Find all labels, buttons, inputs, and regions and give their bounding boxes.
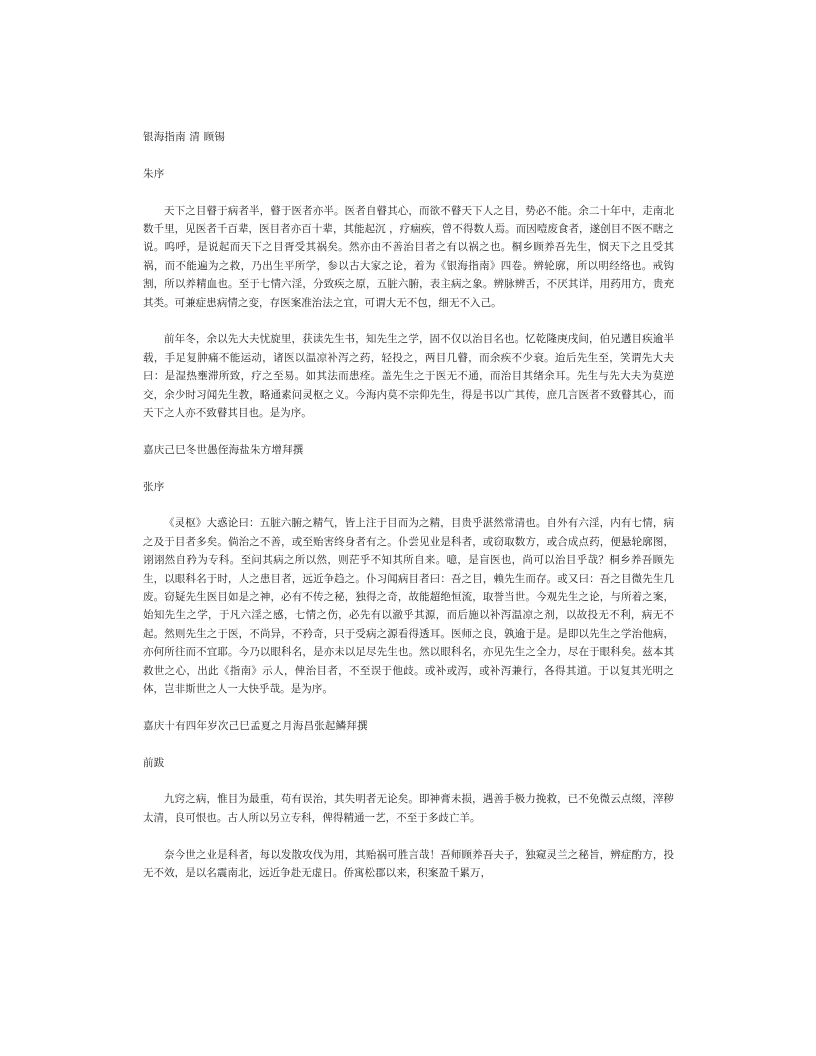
spacer: [143, 312, 674, 330]
signature-zhu-xu: 嘉庆己巳冬世愚侄海盐朱方增拜撰: [143, 443, 304, 456]
spacer: [143, 422, 674, 440]
document-title: 银海指南 清 顾锡: [143, 131, 225, 143]
paragraph: 奈今世之业是科者，每以发散攻伐为用，其贻祸可胜言哉！吾师顾养吾夫子，独窥灵兰之秘旨，辨症酌方，投无不效，是以名震南北，远近争赴无虚日。侨寓松郡以来，积案盈千累万，: [143, 848, 674, 880]
spacer: [143, 146, 674, 164]
section-heading-zhu-xu: 朱序: [143, 167, 165, 180]
spacer: [143, 699, 674, 717]
spacer: [143, 183, 674, 201]
paragraph: 天下之目瞽于病者半，瞽于医者亦半。医者自瞽其心，而欲不瞽天下人之目，势必不能。余二十年中，走南北数千里，见医者千百辈，医目者亦百十辈，其能起沉 ，疗痼疾，曾不得数人焉。而因噎废食者，遂创目不医不瞎之说。呜呼，是说起而天下之目胥受其祸矣。然亦由不善治目者之有以祸之也。桐乡顾养吾先生，悯天下之且受其祸，而不能遍为之救，乃出生平所学，参以古大家之论，着为《银海指南》四卷。辨轮廓，所以明经络也。戒钩割，所以养精血也。至于七情六淫，分致疾之原，五脏六腑，表主病之象。辨脉辨舌，不厌其详，用药用方，贵充其类。可兼症患病情之变，存医案准治法之宜，可谓大无不包，细无不入己。: [143, 204, 674, 309]
spacer: [143, 496, 674, 514]
spacer: [143, 735, 674, 753]
spacer: [143, 772, 674, 790]
paragraph: 九窍之病，惟目为最重，苟有误治，其失明者无论矣。即神膏未损，遇善手极力挽救，已不免微云点缀，滓秽太清，良可恨也。古人所以另立专科，俾得精通一艺，不至于多歧亡羊。: [143, 793, 674, 824]
document-body: [143, 128, 674, 883]
spacer: [143, 459, 674, 477]
section-heading-zhang-xu: 张序: [143, 480, 165, 493]
signature-zhang-xu: 嘉庆十有四年岁次己巳孟夏之月海昌张起鳞拜撰: [143, 719, 368, 732]
paragraph: 前年冬，余以先大夫忧旋里，获读先生书，知先生之学，固不仅以治目名也。忆乾隆庚戌间，伯兄遘目疾逾半载，手足复肿痛不能运动，诸医以温凉补泻之药，轻投之，两目几瞽，而余疾不少衰。迨后先生至，笑谓先大夫曰：是湿热壅滞所致，疗之至易。如其法而患痊。盖先生之于医无不通，而治目其绪余耳。先生与先大夫为莫逆交，余少时习闻先生教，略通素问灵枢之义。今海内莫不宗仰先生，得是书以广其传，庶几言医者不致瞽其心，而天下之人亦不致瞽其目也。是为序。: [143, 333, 674, 420]
spacer: [143, 827, 674, 845]
paragraph: 《灵枢》大惑论曰：五脏六腑之精气，皆上注于目而为之精，目贵乎湛然常清也。自外有六淫，内有七情，病之及于目者多矣。倘治之不善，或至贻害终身者有之。仆尝见业是科者，或窃取数方，或合成点药，便悬轮廓图，诩诩然自矜为专科。至问其病之所以然，则茫乎不知其所自来。噫，是盲医也，尚可以治目乎哉？桐乡养吾顾先生，以眼科名于时，人之患目者，远近争趋之。仆习闻病目者曰：吾之目，赖先生而存。或又曰：吾之目微先生几废。窃疑先生医目如是之神，必有不传之秘，独得之奇，故能超绝恒流，取誉当世。今观先生之论，与所着之案，始知先生之学，于凡六淫之感，七情之伤，必先有以澈乎其源，而后施以补泻温凉之剂，以故投无不利，病无不起。然则先生之于医，不尚异，不矜奇，只于受病之源看得透耳。医师之良，孰逾于是。是即以先生之学治他病，亦何所往而不宜耶。今乃以眼科名，是亦未以足尽先生也。然以眼科名，亦见先生之全力，尽在于眼科矣。兹本其救世之心，出此《指南》示人，俾治目者，不至误于他歧。或补或泻，或补泻兼行，各得其道。于以复其光明之体，岂非斯世之人一大快乎哉。是为序。: [143, 517, 674, 696]
section-heading-qian-ba: 前跋: [143, 756, 165, 769]
